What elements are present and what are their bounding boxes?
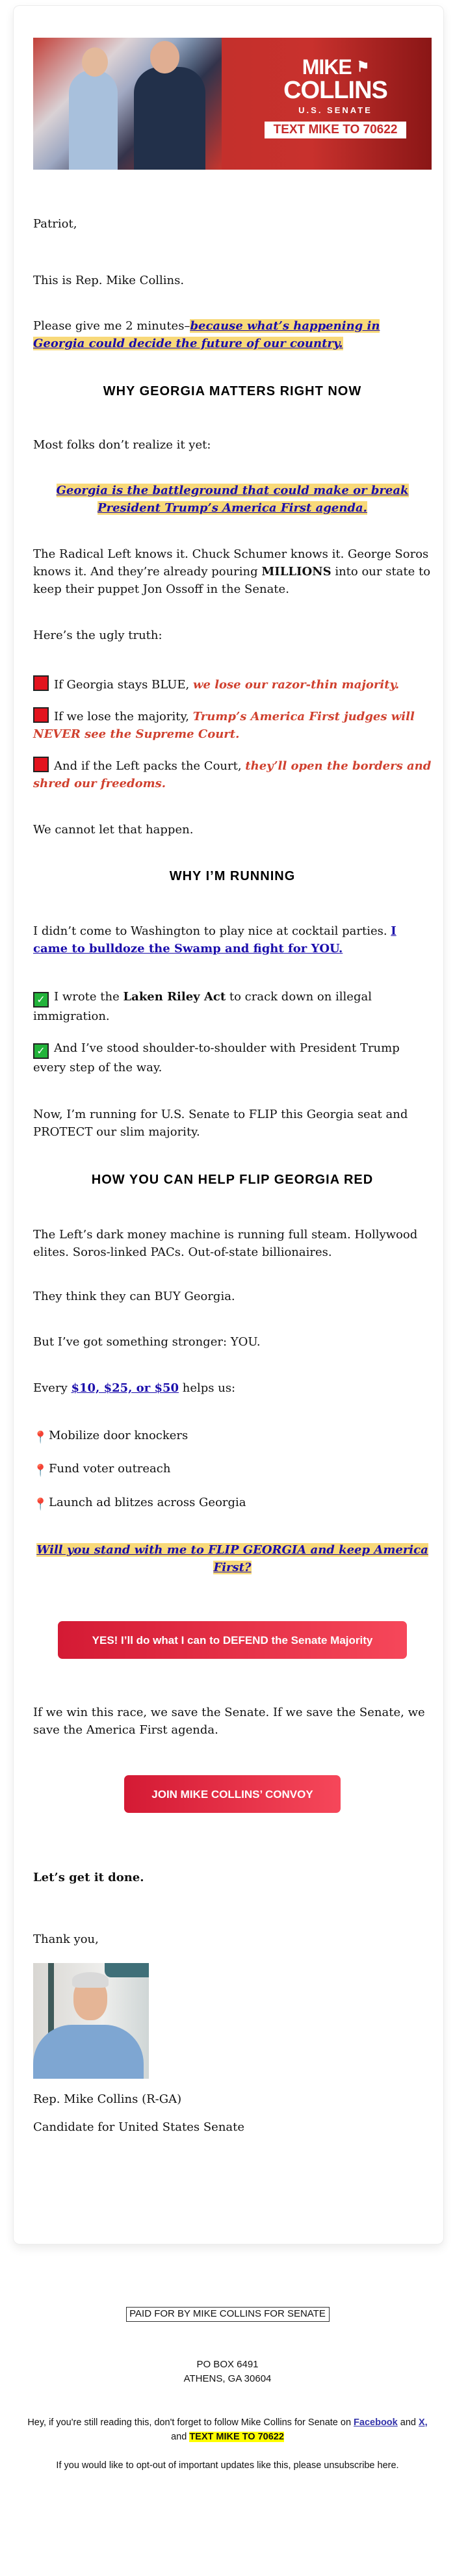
paragraph: If we win this race, we save the Senate. If we save the Senate, we save the America First agenda. <box>33 1706 425 1737</box>
banner-person <box>69 70 118 170</box>
text-keyword: MIKE <box>308 123 339 137</box>
paragraph: The Left’s dark money machine is running full steam. Hollywood elites. Soros-linked PACs. Out-of-state billionaires. <box>33 1228 418 1259</box>
banner-person <box>134 67 205 170</box>
red-bullet <box>33 675 432 694</box>
banner-person-head <box>150 41 179 73</box>
text: and <box>397 2417 419 2428</box>
text: Fund voter outreach <box>49 1462 171 1476</box>
section-heading: WHY GEORGIA MATTERS RIGHT NOW <box>103 384 362 398</box>
text: Launch ad blitzes across Georgia <box>49 1496 246 1509</box>
text: Every <box>33 1381 72 1395</box>
donation-amounts-link[interactable]: $10, $25, or $50 <box>71 1381 179 1395</box>
logo-text: MIKE <box>302 55 352 79</box>
section-heading: HOW YOU CAN HELP FLIP GEORGIA RED <box>91 1173 374 1187</box>
signature-title: Candidate for United States Senate <box>33 2120 245 2134</box>
text: And if the Left packs the Court, <box>54 759 246 773</box>
text: If Georgia stays BLUE, <box>54 678 193 692</box>
mailing-address <box>0 2358 455 2386</box>
future-link[interactable]: because what’s happening in Georgia could decide the future of our country. <box>33 319 380 350</box>
logo-text: COLLINS <box>283 77 387 104</box>
text: Mobilize door knockers <box>49 1429 188 1442</box>
facebook-link[interactable]: Facebook <box>354 2417 398 2428</box>
intro: This is Rep. Mike Collins. <box>33 274 185 287</box>
email-body <box>33 38 432 2136</box>
section-heading: WHY I’M RUNNING <box>169 869 296 883</box>
text-to-join-box <box>265 122 407 138</box>
x-link[interactable]: X, <box>418 2417 428 2428</box>
pushpin-icon: 📍 <box>33 1431 48 1444</box>
checkmark-icon: ✓ <box>33 992 49 1008</box>
paragraph: They think they can BUY Georgia. <box>33 1290 235 1303</box>
closing-line: Let’s get it done. <box>33 1871 144 1884</box>
battleground-link[interactable]: Georgia is the battleground that could make or break President Trump’s America First agenda. <box>56 484 409 515</box>
follow-paragraph <box>0 2415 455 2444</box>
text: And I’ve stood shoulder-to-shoulder with President Trump every step of the way. <box>33 1041 400 1074</box>
campaign-logo <box>257 56 413 138</box>
pushpin-icon: 📍 <box>33 1498 48 1511</box>
paragraph: Now, I’m running for U.S. Senate to FLIP this Georgia seat and PROTECT our slim majority. <box>33 1108 408 1139</box>
candidate-photo <box>33 1963 149 2079</box>
stand-with-me-link[interactable]: Will you stand with me to FLIP GEORGIA and keep America First? <box>36 1543 428 1574</box>
flag-truck-icon: ⚑ <box>356 59 369 75</box>
emphasis: they’ll open the borders and shred our freedoms. <box>33 759 432 790</box>
emphasis: we lose our razor-thin majority. <box>192 678 400 692</box>
text: and <box>171 2432 190 2442</box>
red-bullet <box>33 757 432 792</box>
pin-bullet <box>33 1494 432 1513</box>
join-convoy-button[interactable]: JOIN MIKE COLLINS’ CONVOY <box>124 1775 341 1813</box>
address-line: ATHENS, GA 30604 <box>183 2373 272 2384</box>
banner-person-head <box>82 47 108 77</box>
every-paragraph <box>33 1379 432 1397</box>
unsubscribe-text[interactable]: If you would like to opt-out of important updates like this, please unsubscribe here. <box>56 2460 399 2471</box>
text: Please give me 2 minutes– <box>33 319 190 333</box>
header-banner[interactable] <box>33 38 432 170</box>
text: to crack down on illegal immigration. <box>33 990 372 1023</box>
email-card <box>13 5 444 2244</box>
paragraph: Most folks don’t realize it yet: <box>33 438 211 452</box>
greeting: Patriot, <box>33 217 77 231</box>
pin-bullet <box>33 1427 432 1446</box>
bold-text: MILLIONS <box>261 565 332 579</box>
text: The Radical Left knows it. Chuck Schumer knows it. George Soros knows it. And they’re already pouring <box>33 547 429 579</box>
red-square-icon <box>33 707 49 723</box>
bulldoze-link[interactable]: I came to bulldoze the Swamp and fight for YOU. <box>33 924 396 956</box>
bold-text: Laken Riley Act <box>123 990 226 1004</box>
paid-for-disclaimer <box>0 2307 455 2322</box>
check-bullet <box>33 1039 432 1076</box>
paragraph: We cannot let that happen. <box>33 823 194 837</box>
text: If we lose the majority, <box>54 710 193 723</box>
text-number: 70622 <box>363 123 398 137</box>
signature-name: Rep. Mike Collins (R-GA) <box>33 2092 182 2106</box>
emphasis: Trump’s America First judges will NEVER see the Supreme Court. <box>33 710 415 741</box>
text-mike-highlight: TEXT MIKE TO 70622 <box>189 2432 284 2442</box>
pushpin-icon: 📍 <box>33 1464 48 1477</box>
checkmark-icon: ✓ <box>33 1043 49 1059</box>
text: Hey, if you're still reading this, don't forget to follow Mike Collins for Senate on <box>27 2417 354 2428</box>
paragraph: But I’ve got something stronger: YOU. <box>33 1335 261 1349</box>
paragraph: Here’s the ugly truth: <box>33 629 162 642</box>
text: into our state to keep their puppet Jon Ossoff in the Senate. <box>33 565 431 596</box>
red-square-icon <box>33 675 49 691</box>
text-label: TO <box>339 123 363 137</box>
red-square-icon <box>33 757 49 772</box>
battleground-paragraph <box>33 482 432 517</box>
pin-bullet <box>33 1460 432 1479</box>
please-paragraph <box>33 317 432 352</box>
sign-off: Thank you, <box>33 1932 99 1946</box>
red-bullet <box>33 707 432 743</box>
radical-paragraph <box>33 545 432 598</box>
paid-for-box: PAID FOR BY MIKE COLLINS FOR SENATE <box>126 2307 330 2322</box>
stand-paragraph <box>33 1541 432 1576</box>
text: I didn’t come to Washington to play nice at cocktail parties. <box>33 924 391 938</box>
text: I wrote the <box>54 990 124 1004</box>
defend-majority-button[interactable]: YES! I’ll do what I can to DEFEND the Senate Majority <box>58 1621 407 1659</box>
check-bullet <box>33 988 432 1025</box>
address-line: PO BOX 6491 <box>196 2359 259 2370</box>
text: helps us: <box>179 1381 236 1395</box>
logo-subtitle: U.S. SENATE <box>298 105 372 115</box>
didnt-paragraph <box>33 922 432 957</box>
text-label: TEXT <box>273 123 309 137</box>
